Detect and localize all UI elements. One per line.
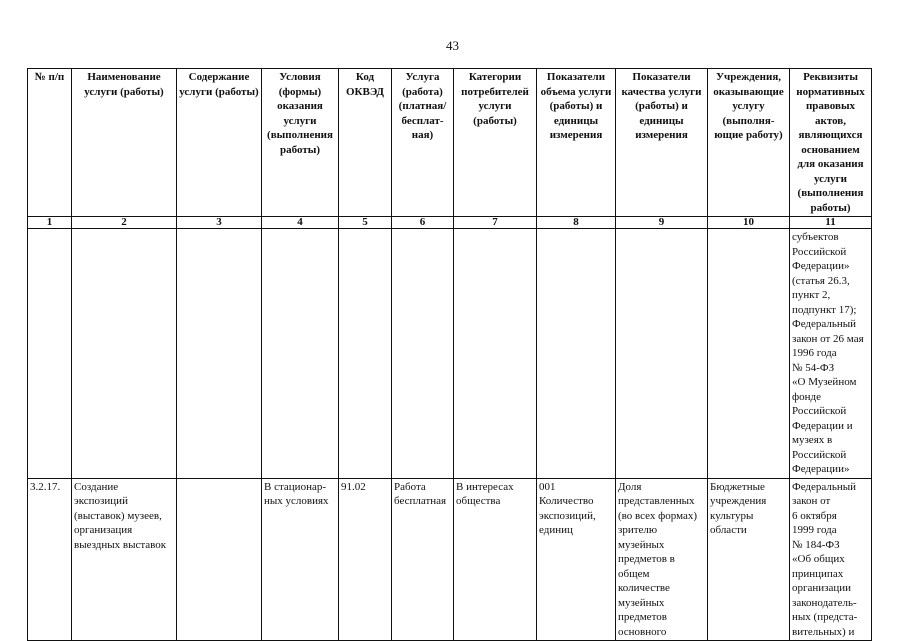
column-number: 6 [392, 217, 454, 229]
header-cell-consumers: Категории потребителей услуги (работы) [454, 69, 537, 217]
service-name-cell [72, 478, 177, 641]
cell-text: Создание экспозиций (выставок) музеев, организация выездных выставок [74, 480, 167, 551]
header-cell-paid-free: Услуга (работа) (платная/ бесплат-ная) [392, 69, 454, 217]
header-cell-conditions: Условия (формы) оказания услуги (выполнения работы) [262, 69, 339, 217]
header-cell-content: Содержание услуги (работы) [177, 69, 262, 217]
column-number: 10 [708, 217, 790, 229]
page-number: 43 [446, 38, 459, 53]
header-cell-volume-indicators: Показатели объема услуги (работы) и единицы измерения [537, 69, 616, 217]
table-cell [537, 229, 616, 479]
column-number-row [28, 217, 872, 229]
table-cell [262, 229, 339, 479]
cell-text: В интересах общества [456, 480, 514, 507]
header-cell-number: № п/п [28, 69, 72, 217]
column-number: 7 [454, 217, 537, 229]
header-cell-service-name: Наименование услуги (работы) [72, 69, 177, 217]
column-number: 3 [177, 217, 262, 229]
table-cell [72, 229, 177, 479]
column-number: 11 [790, 217, 872, 229]
volume-indicator-cell [537, 478, 616, 641]
cell-text: Работа бесплатная [394, 480, 447, 507]
cell-text: 91.02 [341, 480, 366, 493]
quality-indicator-cell [616, 478, 708, 641]
column-number: 1 [28, 217, 72, 229]
conditions-cell [262, 478, 339, 641]
header-cell-okved: Код ОКВЭД [339, 69, 392, 217]
table-cell [177, 229, 262, 479]
table-cell [708, 229, 790, 479]
header-cell-quality-indicators: Показатели качества услуги (работы) и единицы измерения [616, 69, 708, 217]
table-row-3-2-17 [28, 478, 872, 641]
table-cell [454, 229, 537, 479]
table-cell [392, 229, 454, 479]
consumers-cell [454, 478, 537, 641]
column-number: 4 [262, 217, 339, 229]
table-cell [616, 229, 708, 479]
column-number: 2 [72, 217, 177, 229]
cell-text: субъектов Российской Федерации» (статья 26.3, пункт 2, подпункт 17); Федеральный закон от 26 мая 1996 года № 54-ФЗ «О Музейном фонде Российской Федерации и музеях в Российской Федерации» [792, 231, 864, 475]
header-cell-institutions: Учреждения, оказывающие услугу (выполня-ющие работу) [708, 69, 790, 217]
column-number: 5 [339, 217, 392, 229]
legal-acts-cell [790, 229, 872, 479]
institution-cell [708, 478, 790, 641]
cell-text: 001 Количество экспозиций, единиц [539, 480, 596, 536]
cell-text: 3.2.17. [30, 480, 61, 493]
cell-text: Доля представленных (во всех формах) зрителю музейных предметов в общем количестве музейных предметов основного [618, 480, 698, 638]
content-cell [177, 478, 262, 641]
table-row-continuation [28, 229, 872, 479]
cell-text: Бюджетные учреждения культуры области [710, 480, 767, 536]
okved-cell [339, 478, 392, 641]
column-number: 9 [616, 217, 708, 229]
cell-text: Федеральный закон от 6 октября 1999 года № 184-ФЗ «Об общих принципах организации законодатель- ных (предста- вительных) и [792, 480, 858, 638]
cell-text: В стационар- ных условиях [264, 480, 329, 507]
paid-free-cell [392, 478, 454, 641]
table-cell [28, 229, 72, 479]
row-number-cell [28, 478, 72, 641]
header-row [28, 69, 872, 217]
services-table [27, 68, 872, 641]
legal-acts-cell [790, 478, 872, 641]
column-number: 8 [537, 217, 616, 229]
table-cell [339, 229, 392, 479]
header-cell-legal-acts: Реквизиты нормативных правовых актов, являющихся основанием для оказания услуги (выполнения работы) [790, 69, 872, 217]
